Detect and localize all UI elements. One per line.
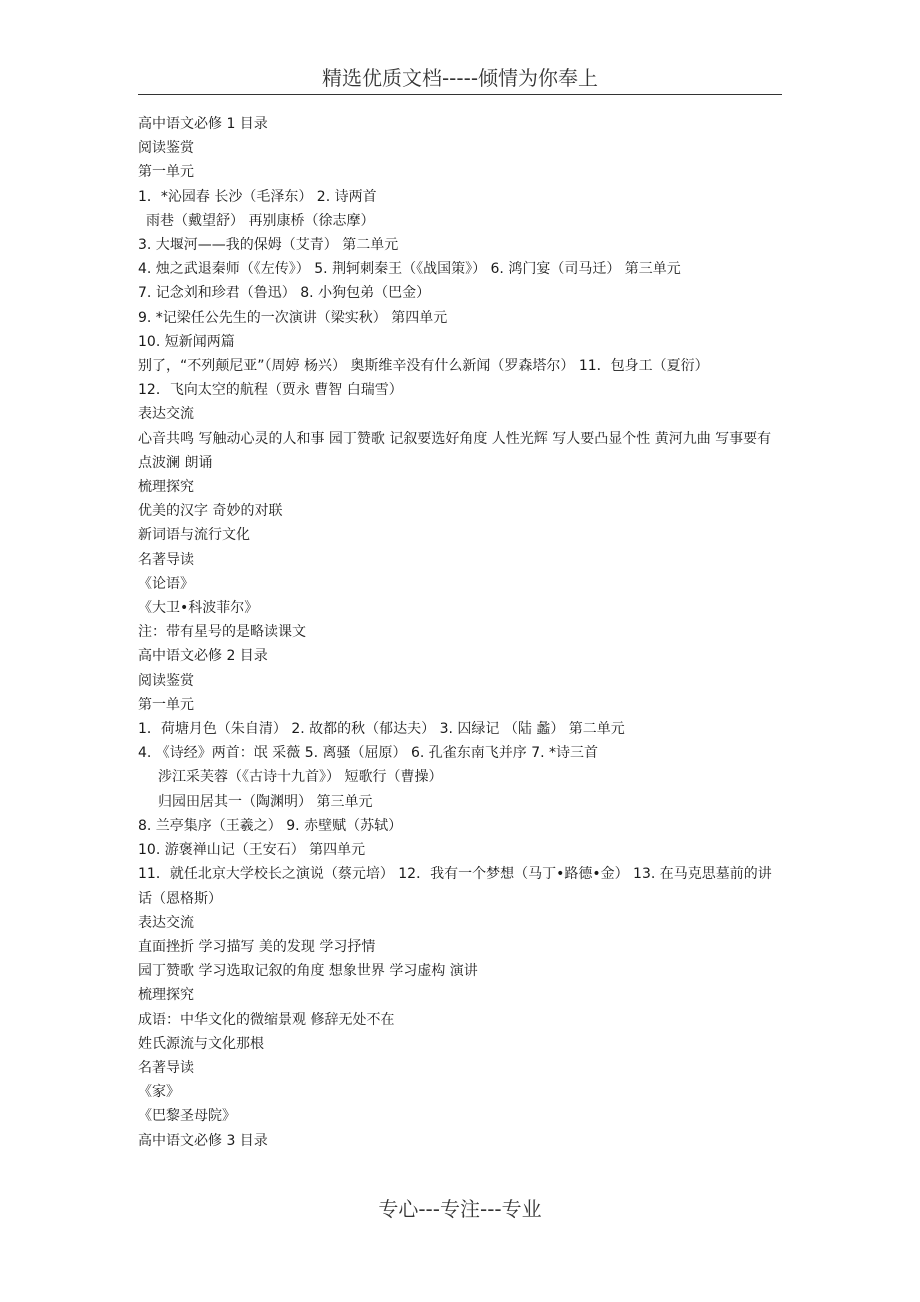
doc-line: 9. *记梁任公先生的一次演讲（梁实秋） 第四单元 <box>138 309 448 326</box>
page-header <box>138 62 782 95</box>
doc-line: 直面挫折 学习描写 美的发现 学习抒情 <box>138 938 376 955</box>
doc-line: 梳理探究 <box>138 479 194 496</box>
doc-line: 4. 《诗经》两首：氓 采薇 5. 离骚（屈原） 6. 孔雀东南飞并序 7. *诗三首 <box>138 745 599 762</box>
header-title: 精选优质文档-----倾情为你奉上 <box>321 66 599 90</box>
doc-line: 《论语》 <box>138 575 194 592</box>
doc-line: 表达交流 <box>138 914 194 931</box>
doc-line: 涉江采芙蓉（《古诗十九首》） 短歌行（曹操） <box>158 769 443 786</box>
doc-line: 梳理探究 <box>138 987 194 1004</box>
doc-line: 别了，“不列颠尼亚”（周婷 杨兴） 奥斯维辛没有什么新闻（罗森塔尔） 11．包身工（夏衍） <box>138 358 709 375</box>
doc-line: 8. 兰亭集序（王羲之） 9. 赤壁赋（苏轼） <box>138 817 403 834</box>
doc-line: 新词语与流行文化 <box>138 527 250 544</box>
doc-line: 1．*沁园春 长沙（毛泽东） 2. 诗两首 <box>138 188 377 205</box>
doc-line: 《大卫•科波菲尔》 <box>138 600 259 617</box>
doc-line: 10. 短新闻两篇 <box>138 333 235 350</box>
doc-line: 优美的汉字 奇妙的对联 <box>138 503 283 520</box>
doc-line: 高中语文必修 2 目录 <box>138 648 268 665</box>
doc-line: 《巴黎圣母院》 <box>138 1108 236 1125</box>
doc-line: 高中语文必修 1 目录 <box>138 116 268 132</box>
doc-line: 名著导读 <box>138 1059 194 1076</box>
doc-line: 12．飞向太空的航程（贾永 曹智 白瑞雪） <box>138 382 403 399</box>
doc-line: 成语：中华文化的微缩景观 修辞无处不在 <box>138 1011 395 1028</box>
page-footer: 专心---专注---专业 <box>378 1197 542 1221</box>
doc-line: 《家》 <box>138 1084 180 1101</box>
doc-line: 注：带有星号的是略读课文 <box>138 624 306 641</box>
doc-line: 4. 烛之武退秦师（《左传》） 5. 荆轲刺秦王（《战国策》） 6. 鸿门宴（司马迁） 第三单元 <box>138 261 681 278</box>
doc-line: 3. 大堰河——我的保姆（艾青） 第二单元 <box>138 237 399 254</box>
doc-line: 心音共鸣 写触动心灵的人和事 园丁赞歌 记叙要选好角度 人性光辉 写人要凸显个性 黄河九曲 写事要有点波澜 朗诵 <box>138 430 772 471</box>
doc-line: 高中语文必修 3 目录 <box>138 1132 268 1149</box>
doc-line: 阅读鉴赏 <box>138 672 194 689</box>
doc-line: 归园田居其一（陶渊明） 第三单元 <box>158 793 373 810</box>
doc-line: 雨巷（戴望舒） 再别康桥（徐志摩） <box>146 212 375 229</box>
document-body <box>138 112 778 1153</box>
doc-line: 第一单元 <box>138 164 194 181</box>
doc-line: 阅读鉴赏 <box>138 140 194 157</box>
doc-line: 名著导读 <box>138 551 194 568</box>
doc-line: 第一单元 <box>138 696 194 713</box>
doc-line: 10. 游褒禅山记（王安石） 第四单元 <box>138 842 366 859</box>
doc-line: 姓氏源流与文化那根 <box>138 1035 264 1052</box>
doc-line: 11．就任北京大学校长之演说（蔡元培） 12．我有一个梦想（马丁•路德•金） 13. 在马克思墓前的讲话（恩格斯） <box>138 866 772 907</box>
doc-line: 1．荷塘月色（朱自清） 2. 故都的秋（郁达夫） 3. 囚绿记 （陆 蠡） 第二单元 <box>138 721 625 738</box>
doc-line: 园丁赞歌 学习选取记叙的角度 想象世界 学习虚构 演讲 <box>138 963 478 980</box>
doc-line: 7. 记念刘和珍君（鲁迅） 8. 小狗包弟（巴金） <box>138 285 431 302</box>
doc-line: 表达交流 <box>138 406 194 423</box>
